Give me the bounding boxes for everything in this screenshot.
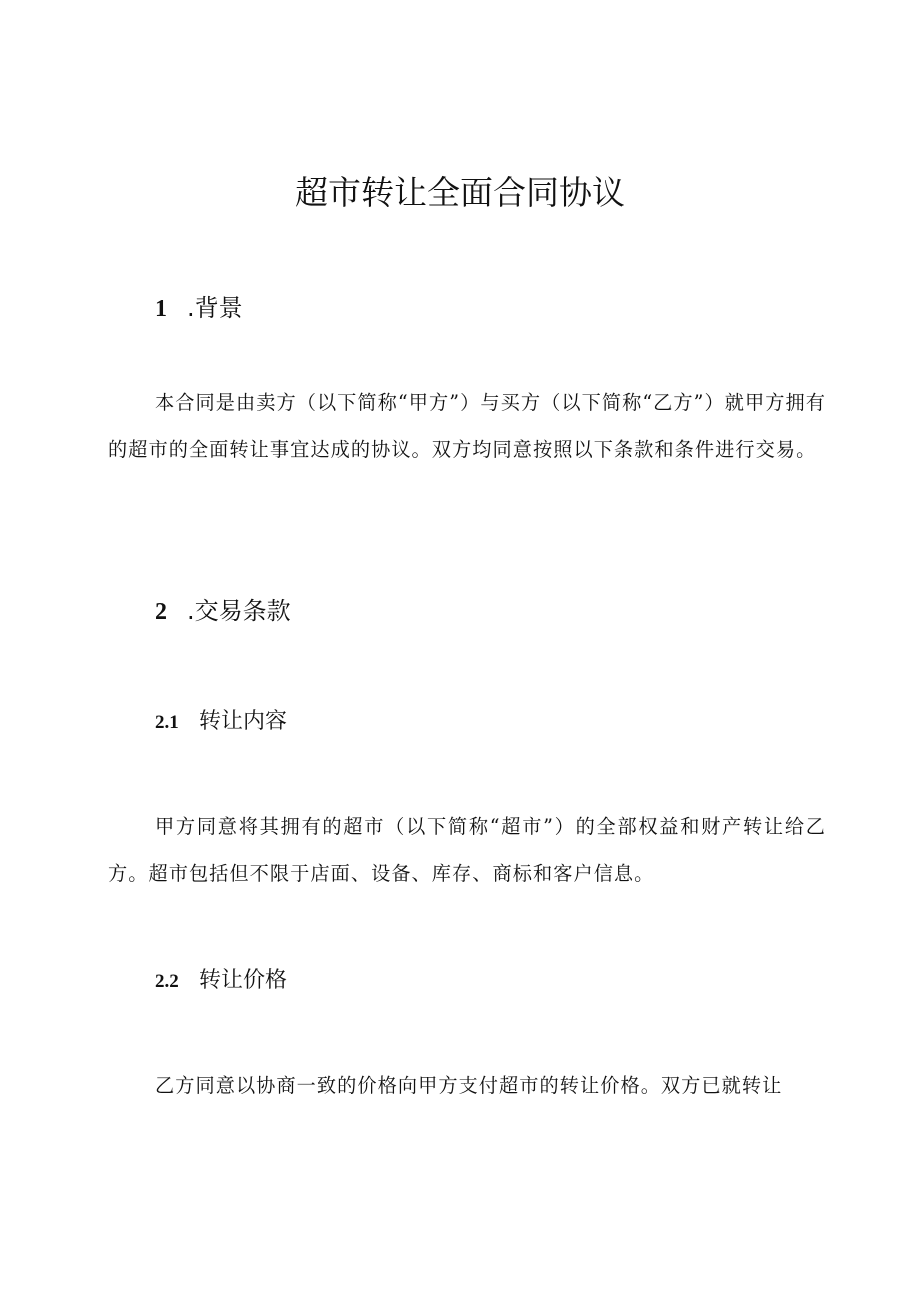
section-number: 2 (155, 599, 167, 625)
section-heading-background (155, 290, 243, 327)
transfer-price-paragraph: 乙方同意以协商一致的价格向甲方支付超市的转让价格。双方已就转让 (155, 1074, 783, 1097)
transfer-content-paragraph: 甲方同意将其拥有的超市（以下简称“超市”）的全部权益和财产转让给乙方。超市包括但不限于店面、设备、库存、商标和客户信息。 (108, 815, 826, 885)
background-paragraph: 本合同是由卖方（以下简称“甲方”）与买方（以下简称“乙方”）就甲方拥有的超市的全面转让事宜达成的协议。双方均同意按照以下条款和条件进行交易。 (108, 391, 826, 461)
subsection-number: 2.2 (155, 971, 179, 992)
subsection-number: 2.1 (155, 712, 179, 733)
section-title: .交易条款 (187, 597, 291, 625)
document-title: 超市转让全面合同协议 (295, 173, 625, 212)
subsection-heading-transfer-content (155, 705, 287, 740)
section-number: 1 (155, 296, 167, 322)
section-heading-trade-terms (155, 593, 291, 630)
subsection-title: 转让价格 (199, 968, 288, 993)
section-title: .背景 (187, 294, 243, 322)
subsection-title: 转让内容 (199, 709, 288, 734)
subsection-heading-transfer-price (155, 964, 287, 999)
